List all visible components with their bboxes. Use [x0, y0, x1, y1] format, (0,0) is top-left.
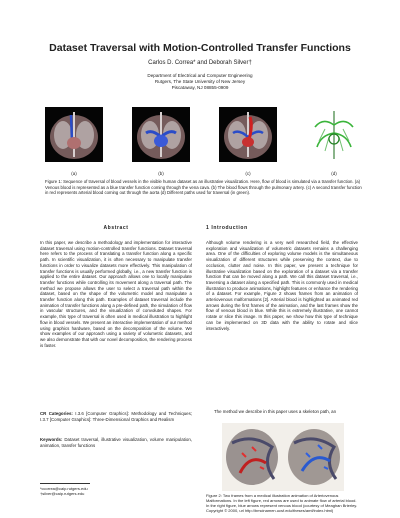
paper-authors: Carlos D. Correa* and Deborah Silver†: [148, 60, 252, 66]
figure-1c-label: (c): [245, 171, 251, 176]
affiliation-line: Rutgers, The State University of New Jersey: [154, 79, 246, 84]
paper-title: Dataset Traversal with Motion-Controlled Transfer Functions: [49, 42, 351, 54]
footnote-rule: [40, 483, 90, 484]
figure-2-image: [222, 423, 344, 491]
abstract-heading: Abstract: [103, 225, 129, 231]
cr-label: CR Categories:: [40, 411, 73, 416]
intro-paragraph-2: The method we describe in this paper uses a skeleton path, an: [214, 409, 337, 414]
figure-1: [45, 107, 363, 162]
affiliation-line: Department of Electrical and Computer Engineering: [147, 73, 253, 78]
figure-1c-image: [219, 107, 277, 162]
affiliation: [0, 73, 400, 91]
intro-heading: 1 Introduction: [206, 225, 248, 231]
footnotes: [40, 486, 88, 496]
figure-1a-image: [45, 107, 103, 162]
figure-2-caption: Figure 2: Two frames from a medical illustration animation of Arteriovenous Malformations. In the left figure, red arrows are used to animate flow of arterial blood. In the right figure, blue arrows represent venous blood (courtesy of Meaghan Brierley. Copyright © 2000, url http://bmcinamen.ucsf.edu/theses/amf/index.html): [206, 493, 358, 513]
cr-categories: [40, 411, 192, 422]
figure-1b-label: (b): [158, 171, 164, 176]
keywords-text: Dataset traversal, illustrative visualization, volume manipulation, animation, transfer functions: [40, 437, 192, 448]
figure-1a-label: (a): [71, 171, 77, 176]
keywords: [40, 437, 192, 448]
cr-text: I.3.6 [Computer Graphics]: Methodology and Techniques; I.3.7 [Computer Graphics]: Three-Dimensional Graphics and Realism: [40, 411, 192, 422]
figure-1-caption: Figure 1: Sequence of traversal of blood vessels in the visible human dataset as an illustrative visualization. Here, flow of blood is simulated via a transfer function. (a) Venous blood is represented as a blue transfer function coming through the vena cava. (b) The blood flows through the pulmonary artery. (c) A second transfer function in red represents arterial blood coming out through the aorta (d) Different paths used for traversal (in green).: [45, 179, 362, 196]
footnote: *ccorrea@caip.rutgers.edu: [40, 486, 88, 491]
figure-1b-image: [132, 107, 190, 162]
keywords-label: Keywords:: [40, 437, 63, 442]
affiliation-line: Piscataway, NJ 08855-0909: [171, 85, 229, 90]
figure-1d-image: [305, 107, 363, 162]
abstract-text: In this paper, we describe a methodology and implementation for interactive dataset traversal using motion-controlled transfer functions. Dataset traversal here refers to the process of translating a transfer function along a specific path. In scientific visualization, it is often necessary to manipulate transfer functions in order to visualize datasets more effectively. This manipulation of transfer functions is usually performed globally, i.e., a new transfer function is applied to the entire dataset. Our approach allows one to locally manipulate transfer functions while controlling its movement along a traversal path. The method we propose allows the user to select a traversal path within the dataset, based on the shape of the volumetric model and manipulate a transfer function along this path. Examples of dataset traversal include the animation of transfer functions along a pre-defined path, the simulation of flow in vascular structures, and the visualization of convoluted shapes. For example, this type of traversal is often used in medical illustration to highlight flow in blood vessels. We present an interactive implementation of our method using graphics hardware, based on the decomposition of the volume. We show examples of our approach using a variety of volumetric datasets, and we also demonstrate that with our novel decomposition, the rendering process is faster.: [40, 240, 192, 348]
figure-2-right-frame: [288, 429, 340, 485]
figure-1d-label: (d): [331, 171, 337, 176]
intro-paragraph-1: Although volume rendering is a very well researched field, the effective exploration and visualization of volumetric datasets remains a challenging area. One of the difficulties of exploring volume models is the simultaneous visualization of different structures while preserving the context, due to occlusion, clutter and noise. In this paper, we present a technique for illustrative visualization based on the exploration of a dataset via a transfer function that can be moved along a path. We call this dataset traversal, i.e., traversing a dataset along a specified path. This is commonly used in medical illustration to produce animations, highlight features or enhance the rendering of a dataset. For example, Figure 2 shows frames from an animation of arteriovenous malformations [2]. Arterial blood is highlighted as animated red arrows during the first frames of the animation, and the last frames show the flow of venous blood in blue. While this is extremely illustrative, one cannot rotate or slice this image. In this paper, we show how this type of technique can be implemented on 3D data with the ability to rotate and slice interactively.: [206, 240, 358, 331]
footnote: †silver@caip.rutgers.edu: [40, 491, 85, 496]
figure-2-left-frame: [226, 429, 278, 485]
